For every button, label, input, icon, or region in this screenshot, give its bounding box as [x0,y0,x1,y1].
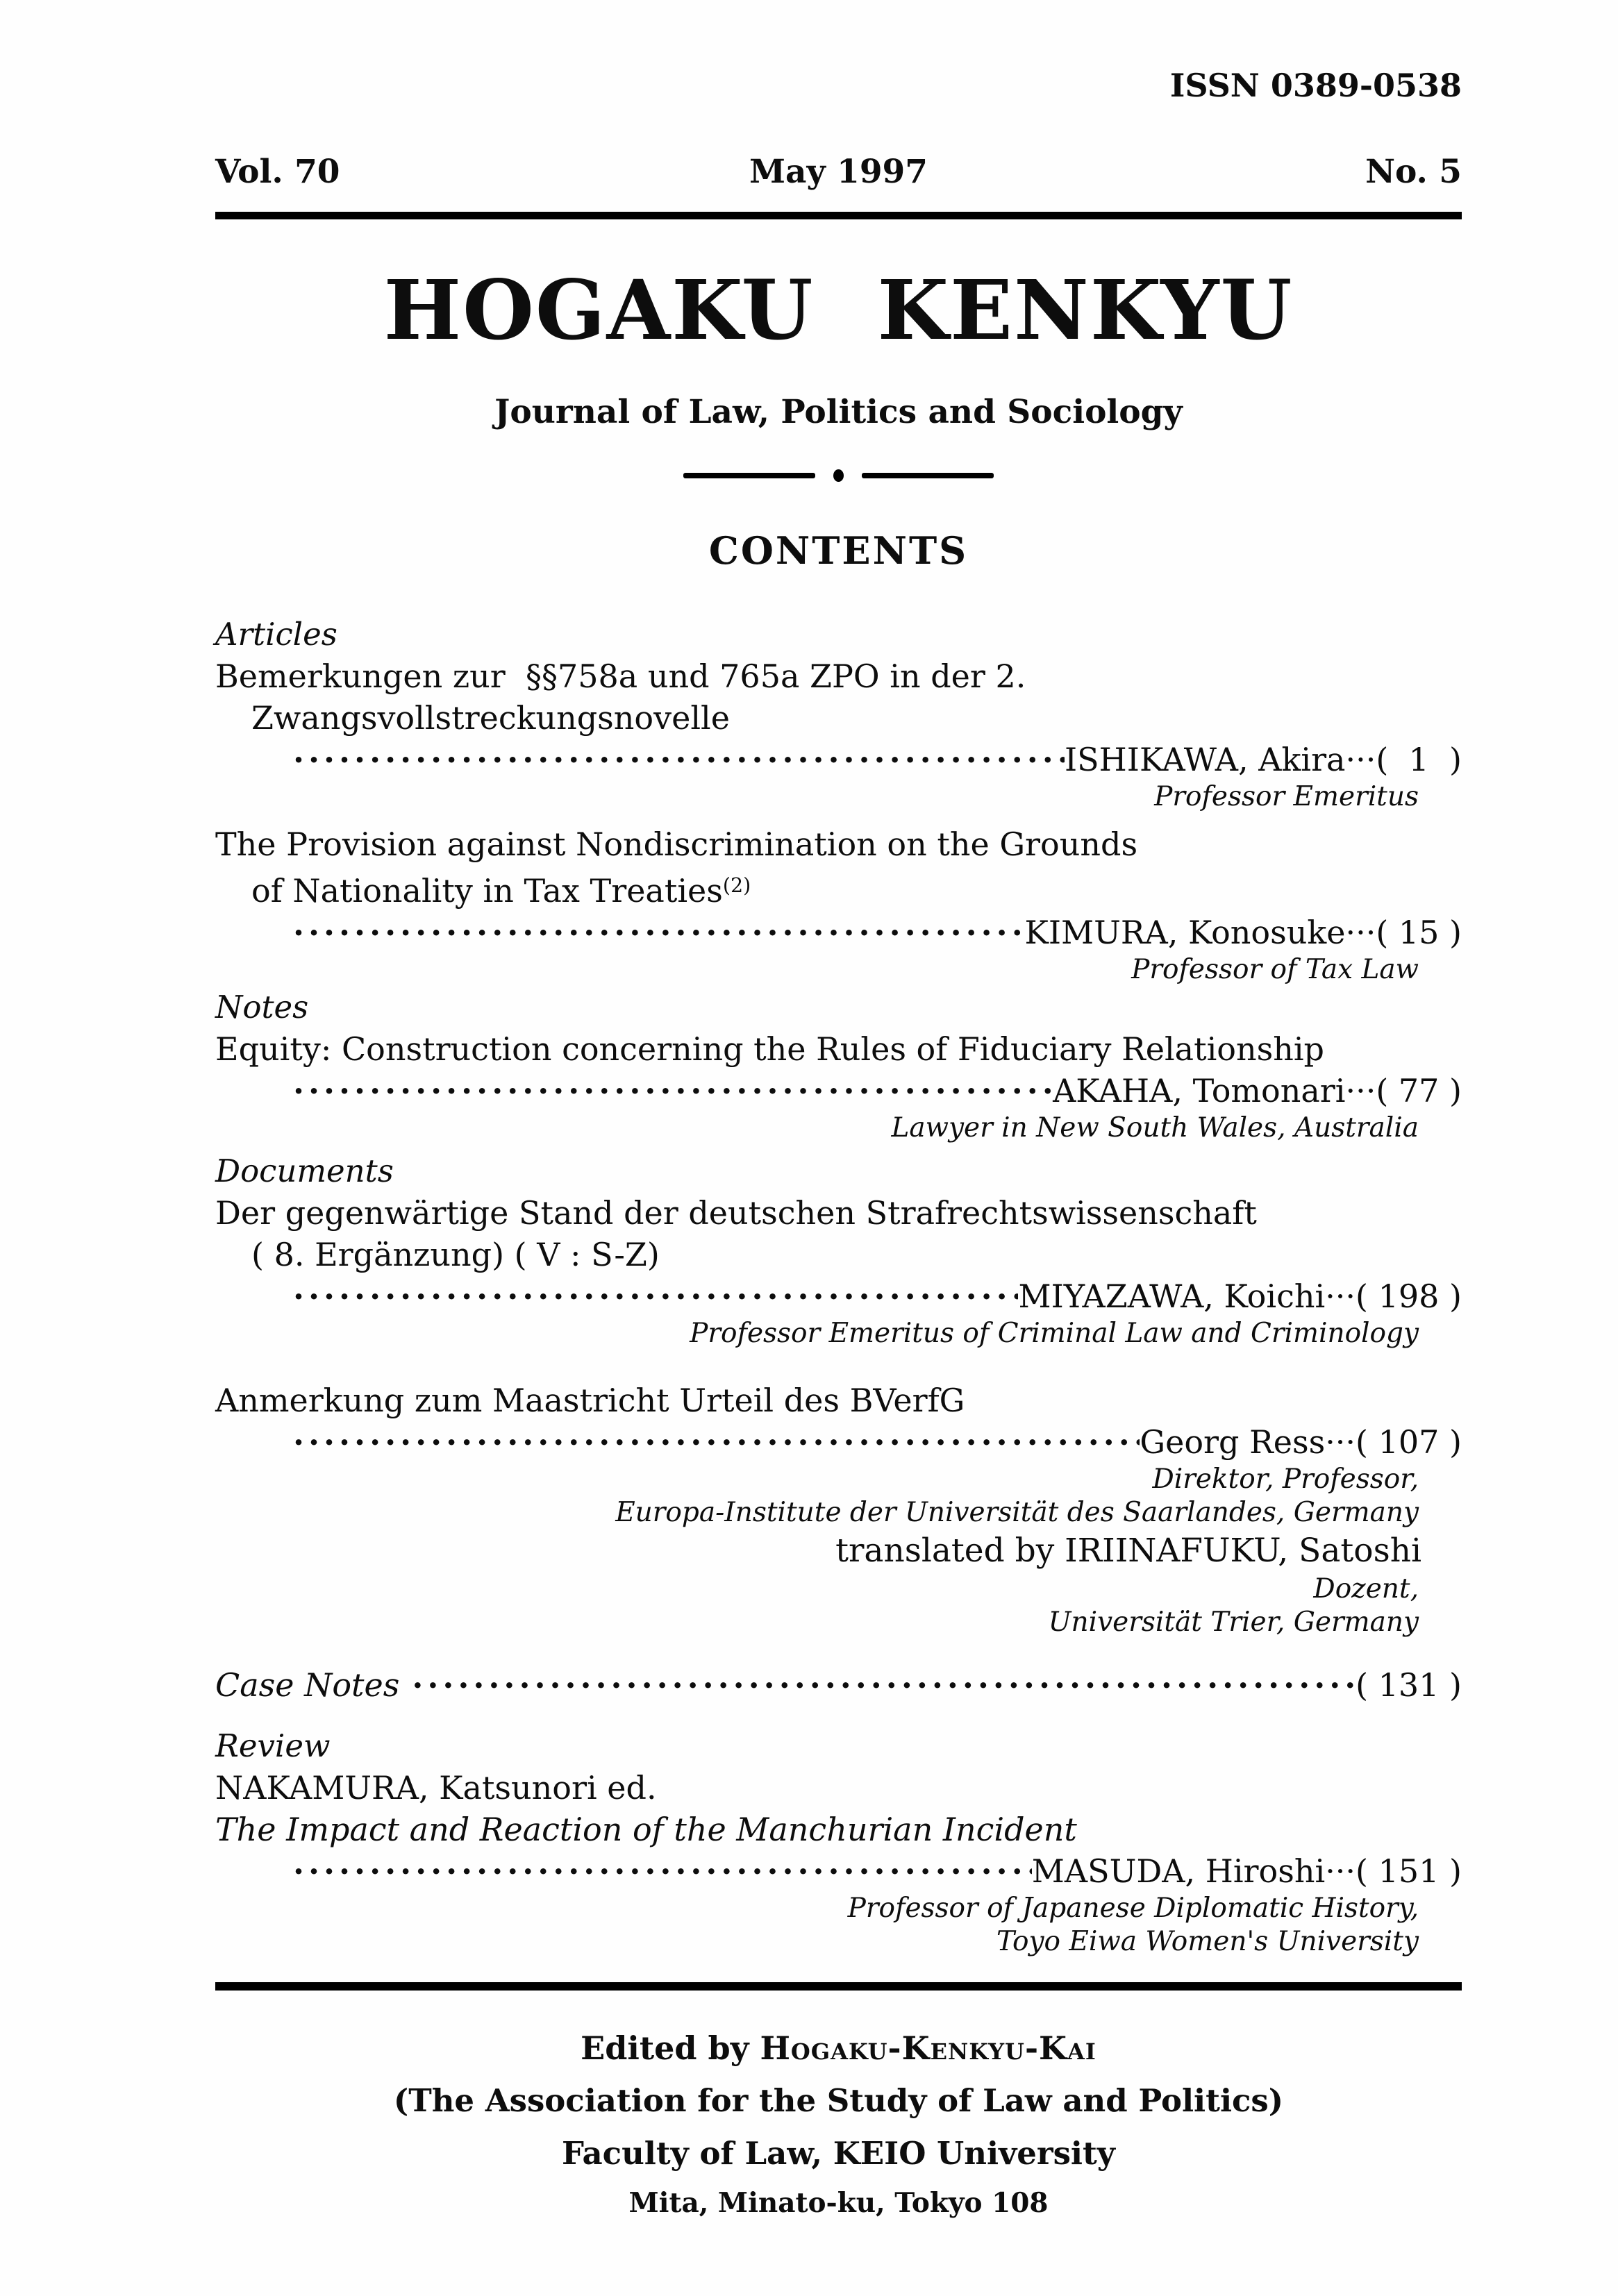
entry-title-line: Zwangsvollstreckungsnovelle [251,699,730,737]
case-notes-page-number: ( 131 ) [1356,1666,1462,1704]
association-line: (The Association for the Study of Law and Politics) [393,2082,1284,2119]
entry-book-title: The Impact and Reaction of the Manchurian Incident [215,1811,1077,1848]
entry-page-number: ···( 151 ) [1325,1852,1462,1890]
entry-page-number: ···( 107 ) [1325,1423,1462,1461]
leader-dots [293,739,1065,780]
issue-date: May 1997 [749,153,928,191]
entry-page-number: ···( 77 ) [1345,1072,1462,1109]
divider-bar-right [862,473,994,478]
entry-editor-line: NAKAMURA, Katsunori ed. [215,1769,657,1807]
entry-title-line [215,865,1462,912]
footer-rule [215,1982,1462,1991]
entry-affiliation: Professor Emeritus [1154,781,1419,812]
journal-title: HOGAKU KENKYU [383,262,1294,358]
table-of-contents [215,614,1462,1959]
journal-subtitle: Journal of Law, Politics and Sociology [494,393,1183,431]
entry-page-number: ···( 198 ) [1325,1277,1462,1315]
entry-affiliation: Professor of Japanese Diplomatic History, [847,1893,1419,1924]
case-notes-label: Case Notes [215,1666,400,1704]
case-notes-row [215,1664,1462,1706]
toc-entry [215,655,1462,814]
section-heading-review: Review [215,1727,331,1764]
entry-affiliation: Lawyer in New South Wales, Australia [891,1112,1419,1143]
content-column [215,0,1462,2221]
entry-affiliation: Toyo Eiwa Women's University [996,1926,1419,1957]
section-heading-documents: Documents [215,1153,394,1189]
entry-title-line: Anmerkung zum Maastricht Urteil des BVerfG [215,1382,965,1419]
leader-dots [293,1275,1018,1317]
edited-by-prefix: Edited by [581,2029,760,2067]
entry-affiliation: Professor Emeritus of Criminal Law and Criminology [690,1318,1419,1349]
editor-association-name: Hogaku-Kenkyu-Kai [760,2029,1096,2067]
entry-translator-affiliation: Universität Trier, Germany [1048,1607,1419,1638]
toc-entry [215,1028,1462,1145]
entry-title-line: ( 8. Ergänzung) ( V : S-Z) [251,1236,660,1273]
toc-entry [215,1192,1462,1350]
header-rule [215,212,1462,219]
address-line: Mita, Minato-ku, Tokyo 108 [628,2187,1049,2219]
leader-dots [293,1421,1140,1463]
entry-affiliation: Professor of Tax Law [1131,954,1419,985]
entry-leader-row [293,739,1462,780]
entry-title-line: The Provision against Nondiscrimination on the Grounds [215,826,1138,863]
entry-author: MIYAZAWA, Koichi [1018,1277,1326,1315]
toc-entry [215,1380,1462,1639]
entry-title-superscript: (2) [722,874,751,897]
issue-number: No. 5 [1365,153,1462,191]
entry-title-text: of Nationality in Tax Treaties [251,872,723,910]
volume-row [215,153,1462,191]
entry-author: AKAHA, Tomonari [1053,1072,1346,1109]
entry-author: KIMURA, Konosuke [1024,914,1346,951]
edited-by-line [215,2027,1462,2070]
entry-author: MASUDA, Hiroshi [1031,1852,1326,1890]
entry-translator: translated by IRIINAFUKU, Satoshi [835,1532,1421,1570]
imprint [215,2027,1462,2221]
faculty-line: Faculty of Law, KEIO University [562,2135,1115,2172]
ornamental-divider [215,469,1462,482]
leader-dots [412,1664,1356,1706]
entry-leader-row [293,1421,1462,1463]
entry-affiliation: Europa-Institute der Universität des Saarlandes, Germany [615,1497,1419,1528]
entry-translator-affiliation: Dozent, [1313,1573,1419,1604]
entry-title-line: Equity: Construction concerning the Rules of Fiduciary Relationship [215,1030,1324,1068]
entry-leader-row [293,1275,1462,1317]
leader-dots [293,1850,1032,1892]
contents-heading: CONTENTS [708,528,969,573]
entry-affiliation: Direktor, Professor, [1152,1464,1419,1495]
entry-leader-row [293,1070,1462,1112]
divider-dot [833,469,844,482]
entry-page-number: ···( 15 ) [1345,914,1462,951]
issn: ISSN 0389-0538 [1169,67,1462,104]
entry-leader-row [293,1850,1462,1892]
divider-bar-left [683,473,815,478]
entry-title-line: Der gegenwärtige Stand der deutschen Strafrechtswissenschaft [215,1194,1257,1232]
leader-dots [293,1070,1053,1112]
entry-author: Georg Ress [1140,1423,1326,1461]
entry-leader-row [293,912,1462,953]
toc-entry [215,1767,1462,1959]
entry-page-number: ···( 1 ) [1345,741,1462,778]
section-heading-articles: Articles [215,616,337,653]
volume-number: Vol. 70 [215,153,340,191]
entry-title-line: Bemerkungen zur §§758a und 765a ZPO in der 2. [215,657,1026,695]
section-heading-notes: Notes [215,989,309,1025]
toc-entry [215,823,1462,987]
leader-dots [293,912,1024,953]
entry-author: ISHIKAWA, Akira [1064,741,1346,778]
